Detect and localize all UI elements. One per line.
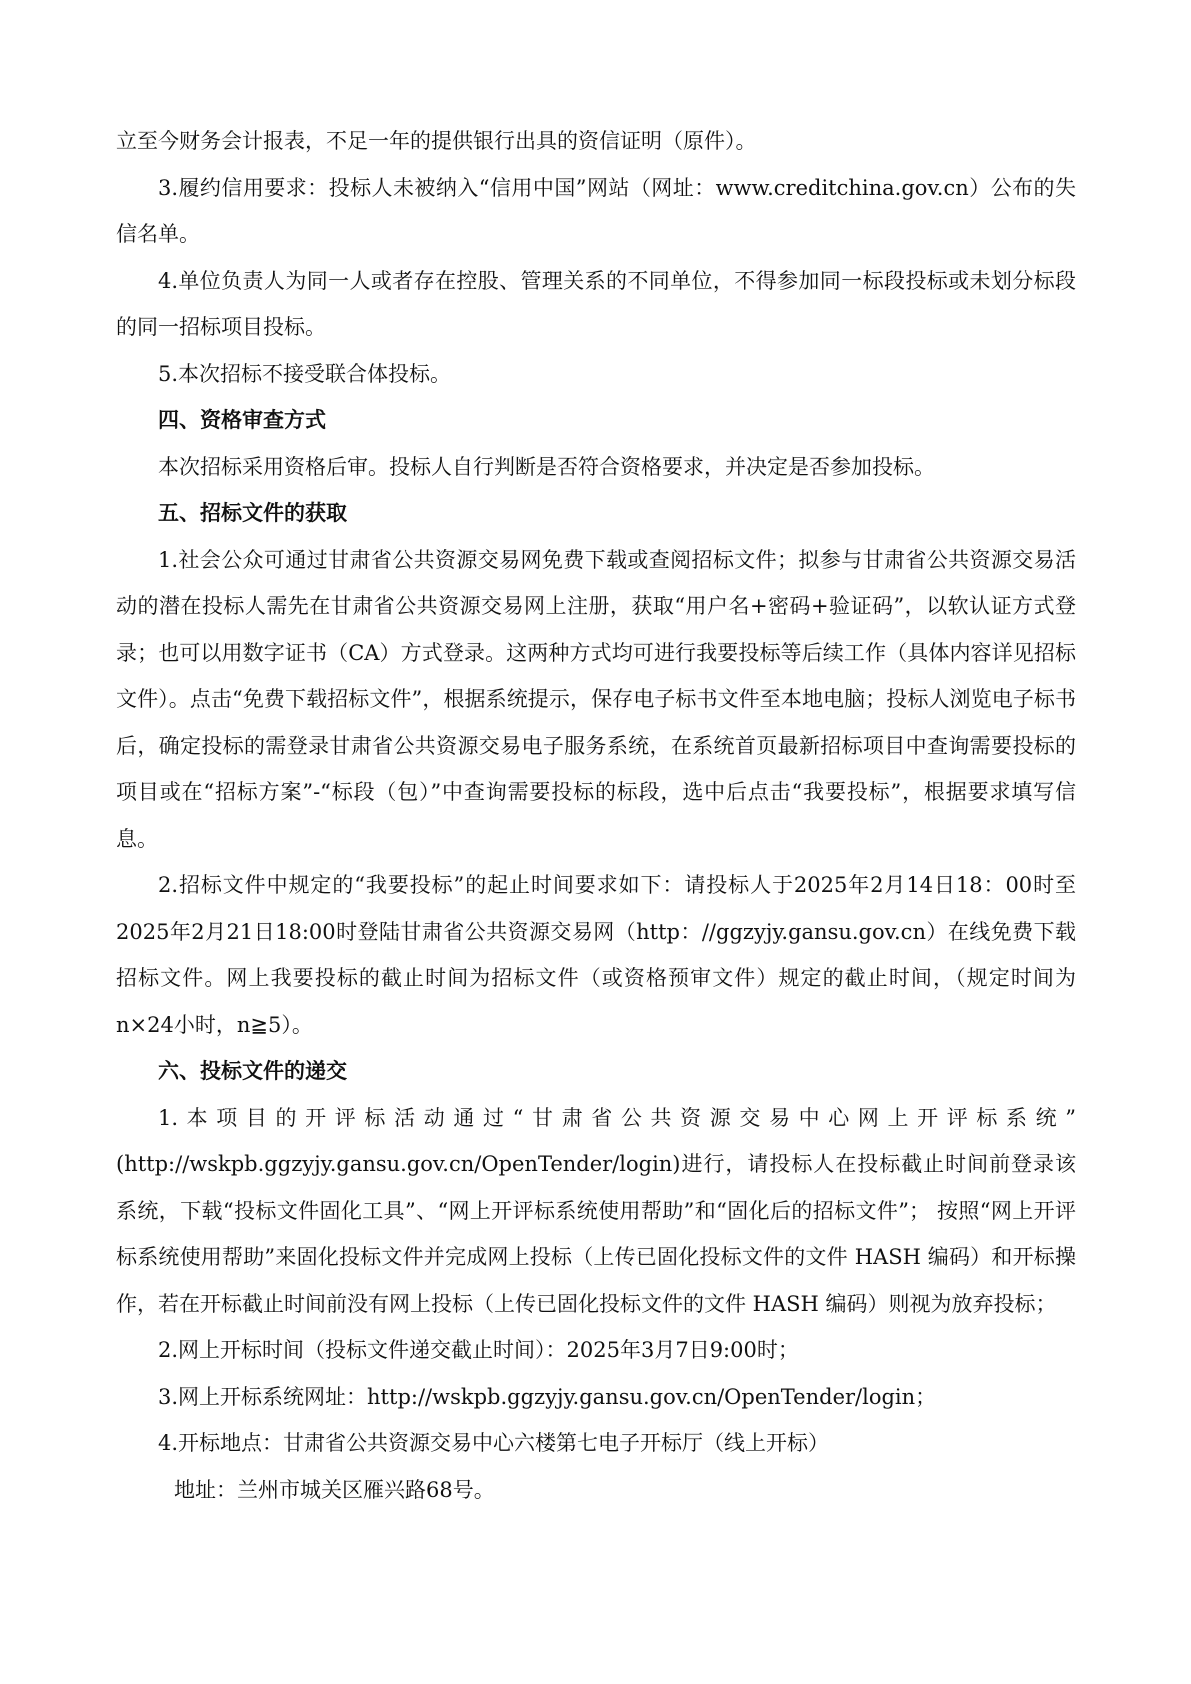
paragraph-acquisition-time: 2.招标文件中规定的“我要投标”的起止时间要求如下：请投标人于2025年2月14日18：00时至 2025年2月21日18:00时登陆甘肃省公共资源交易网（http：//ggzyjy.gansu.gov.cn）在线免费下载招标文件。网上我要投标的截止时间为招标文件（或资格预审文件）规定的截止时间，（规定时间为n×24小时，n≧5）。 bbox=[116, 873, 1076, 1037]
paragraph-opening-location: 4.开标地点：甘肃省公共资源交易中心六楼第七电子开标厅（线上开标） bbox=[158, 1431, 830, 1455]
paragraph-system-url: 3.网上开标系统网址：http://wskpb.ggzyjy.gansu.gov.cn/OpenTender/login； bbox=[158, 1384, 937, 1409]
heading-qualification-review: 四、资格审查方式 bbox=[158, 408, 326, 432]
paragraph-qualification-review: 本次招标采用资格后审。投标人自行判断是否符合资格要求，并决定是否参加投标。 bbox=[158, 454, 935, 479]
paragraph-unit-restriction: 4.单位负责人为同一人或者存在控股、管理关系的不同单位，不得参加同一标段投标或未划分标段的同一招标项目投标。 bbox=[116, 268, 1076, 339]
paragraph-no-consortium: 5.本次招标不接受联合体投标。 bbox=[158, 361, 452, 386]
paragraph-online-bidding-system: 1.本项目的开评标活动通过“甘肃省公共资源交易中心网上开评标系统” (http://wskpb.ggzyjy.gansu.gov.cn/OpenTender/login)进行，请投标人在投标截止时间前登录该系统，下载“投标文件固化工具”、“网上开评标系统使用帮助”和“固化后的招标文件”； 按照“网上开评标系统使用帮助”来固化投标文件并完成网上投标（上传已固化投标文件的文件 HASH 编码）和开标操作，若在开标截止时间前没有网上投标（上传已固化投标文件的文件 HASH 编码）则视为放弃投标； bbox=[116, 1105, 1076, 1316]
paragraph-opening-time: 2.网上开标时间（投标文件递交截止时间）：2025年3月7日9:00时； bbox=[158, 1338, 799, 1362]
paragraph-continuation: 立至今财务会计报表，不足一年的提供银行出具的资信证明（原件）。 bbox=[116, 129, 757, 153]
paragraph-acquisition-method: 1.社会公众可通过甘肃省公共资源交易网免费下载或查阅招标文件；拟参与甘肃省公共资源交易活动的潜在投标人需先在甘肃省公共资源交易网上注册，获取“用户名+密码+验证码”，以软认证方式登录；也可以用数字证书（CA）方式登录。这两种方式均可进行我要投标等后续工作（具体内容详见招标文件）。点击“免费下载招标文件”，根据系统提示，保存电子标书文件至本地电脑；投标人浏览电子标书后，确定投标的需登录甘肃省公共资源交易电子服务系统，在系统首页最新招标项目中查询需要投标的项目或在“招标方案”-“标段（包）”中查询需要投标的标段，选中后点击“我要投标”，根据要求填写信息。 bbox=[116, 547, 1076, 851]
heading-bid-submission: 六、投标文件的递交 bbox=[158, 1059, 347, 1083]
paragraph-credit-requirement: 3.履约信用要求：投标人未被纳入“信用中国”网站（网址：www.creditchina.gov.cn）公布的失信名单。 bbox=[116, 175, 1076, 246]
paragraph-address: 地址：兰州市城关区雁兴路68号。 bbox=[174, 1477, 495, 1502]
document-body bbox=[116, 118, 1076, 1513]
heading-tender-document-acquisition: 五、招标文件的获取 bbox=[158, 501, 347, 525]
